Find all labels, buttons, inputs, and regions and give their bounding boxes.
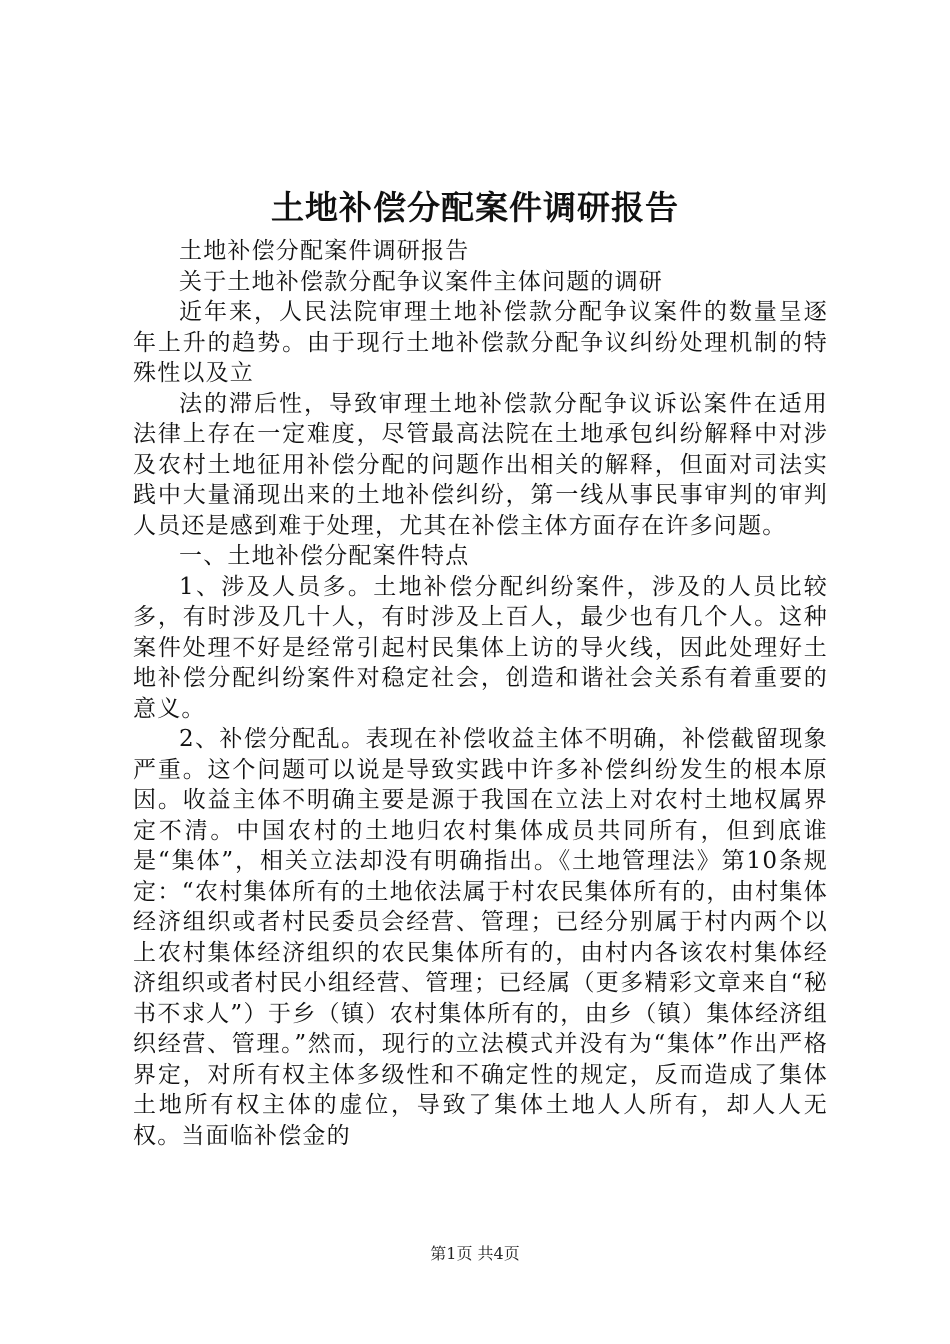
paragraph-intro-continued: 法的滞后性，导致审理土地补偿款分配争议诉讼案件在适用法律上存在一定难度，尽管最高法院在土地承包纠纷解释中对涉及农村土地征用补偿分配的问题作出相关的解释，但面对司法实践中大量涌现出来的土地补偿纠纷，第一线从事民事审判的审判人员还是感到难于处理，尤其在补偿主体方面存在许多问题。 (133, 390, 828, 539)
paragraph-intro: 近年来，人民法院审理土地补偿款分配争议案件的数量呈逐年上升的趋势。由于现行土地补偿款分配争议纠纷处理机制的特殊性以及立 (133, 299, 828, 386)
paragraph-point-1: 1、涉及人员多。土地补偿分配纠纷案件，涉及的人员比较多，有时涉及几十人，有时涉及上百人，最少也有几个人。这种案件处理不好是经常引起村民集体上访的导火线，因此处理好土地补偿分配纠纷案件对稳定社会，创造和谐社会关系有着重要的意义。 (133, 573, 828, 722)
document-body (133, 236, 828, 1151)
section-heading: 一、土地补偿分配案件特点 (179, 543, 470, 569)
paragraph-topic: 关于土地补偿款分配争议案件主体问题的调研 (179, 268, 663, 295)
document-title: 土地补偿分配案件调研报告 (271, 188, 679, 227)
page-number: 第1页 共4页 (430, 1244, 520, 1263)
paragraph-subtitle: 土地补偿分配案件调研报告 (179, 238, 470, 264)
paragraph-point-2: 2、补偿分配乱。表现在补偿收益主体不明确，补偿截留现象严重。这个问题可以说是导致实践中许多补偿纠纷发生的根本原因。收益主体不明确主要是源于我国在立法上对农村土地权属界定不清。中国农村的土地归农村集体成员共同所有，但到底谁是“集体”，相关立法却没有明确指出。《土地管理法》第10条规定：“农村集体所有的土地依法属于村农民集体所有的，由村集体经济组织或者村民委员会经营、管理；已经分别属于村内两个以上农村集体经济组织的农民集体所有的，由村内各该农村集体经济组织或者村民小组经营、管理；已经属（更多精彩文章来自“秘书不求人”）于乡（镇）农村集体所有的，由乡（镇）集体经济组织经营、管理。”然而，现行的立法模式并没有为“集体”作出严格界定，对所有权主体多级性和不确定性的规定，反而造成了集体土地所有权主体的虚位，导致了集体土地人人所有，却人人无权。当面临补偿金的 (133, 726, 828, 1149)
